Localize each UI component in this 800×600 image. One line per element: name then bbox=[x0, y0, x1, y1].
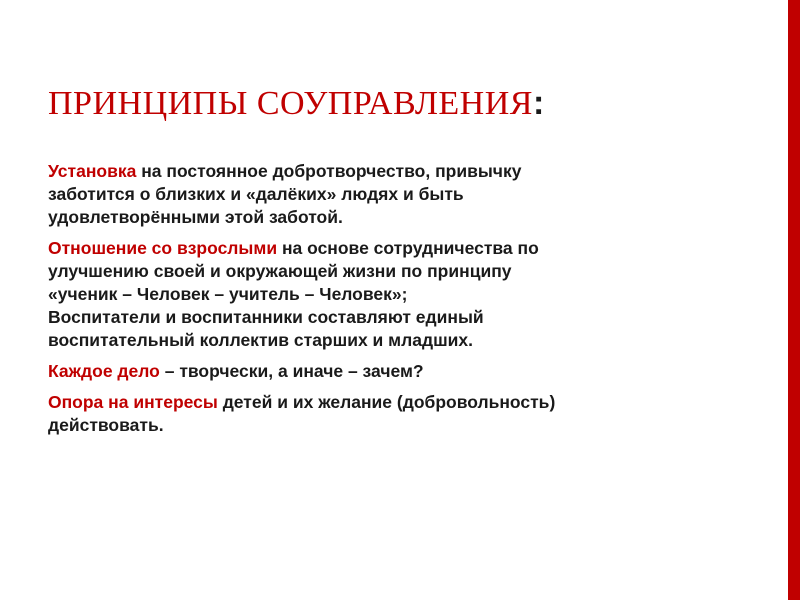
principle-item bbox=[48, 160, 728, 229]
principle-line: – творчески, а иначе – зачем? bbox=[159, 361, 424, 381]
principle-line: воспитательный коллектив старших и младших. bbox=[48, 330, 474, 350]
principle-highlight: Каждое дело bbox=[48, 361, 160, 381]
principle-item bbox=[48, 237, 728, 352]
principle-line: удовлетворёнными этой заботой. bbox=[48, 207, 343, 227]
principles-list bbox=[48, 160, 728, 445]
principle-item bbox=[48, 360, 728, 383]
principle-item bbox=[48, 391, 728, 437]
principle-line: действовать. bbox=[48, 415, 164, 435]
principle-highlight: Отношение со взрослыми bbox=[48, 238, 278, 258]
principle-line: на постоянное добротворчество, привычку bbox=[136, 161, 522, 181]
principle-line: детей и их желание (добровольность) bbox=[217, 392, 556, 412]
principle-line: Воспитатели и воспитанники составляют единый bbox=[48, 307, 484, 327]
principle-highlight: Опора на интересы bbox=[48, 392, 218, 412]
principle-line: улучшению своей и окружающей жизни по принципу bbox=[48, 261, 512, 281]
title-colon: : bbox=[532, 84, 545, 122]
principle-highlight: Установка bbox=[48, 161, 137, 181]
principle-line: на основе сотрудничества по bbox=[277, 238, 539, 258]
principle-line: «ученик – Человек – учитель – Человек»; bbox=[48, 284, 408, 304]
accent-bar bbox=[788, 0, 800, 600]
principle-line: заботится о близких и «далёких» людях и быть bbox=[48, 184, 464, 204]
slide-title bbox=[48, 81, 545, 126]
title-text: ПРИНЦИПЫ СОУПРАВЛЕНИЯ bbox=[48, 85, 533, 122]
